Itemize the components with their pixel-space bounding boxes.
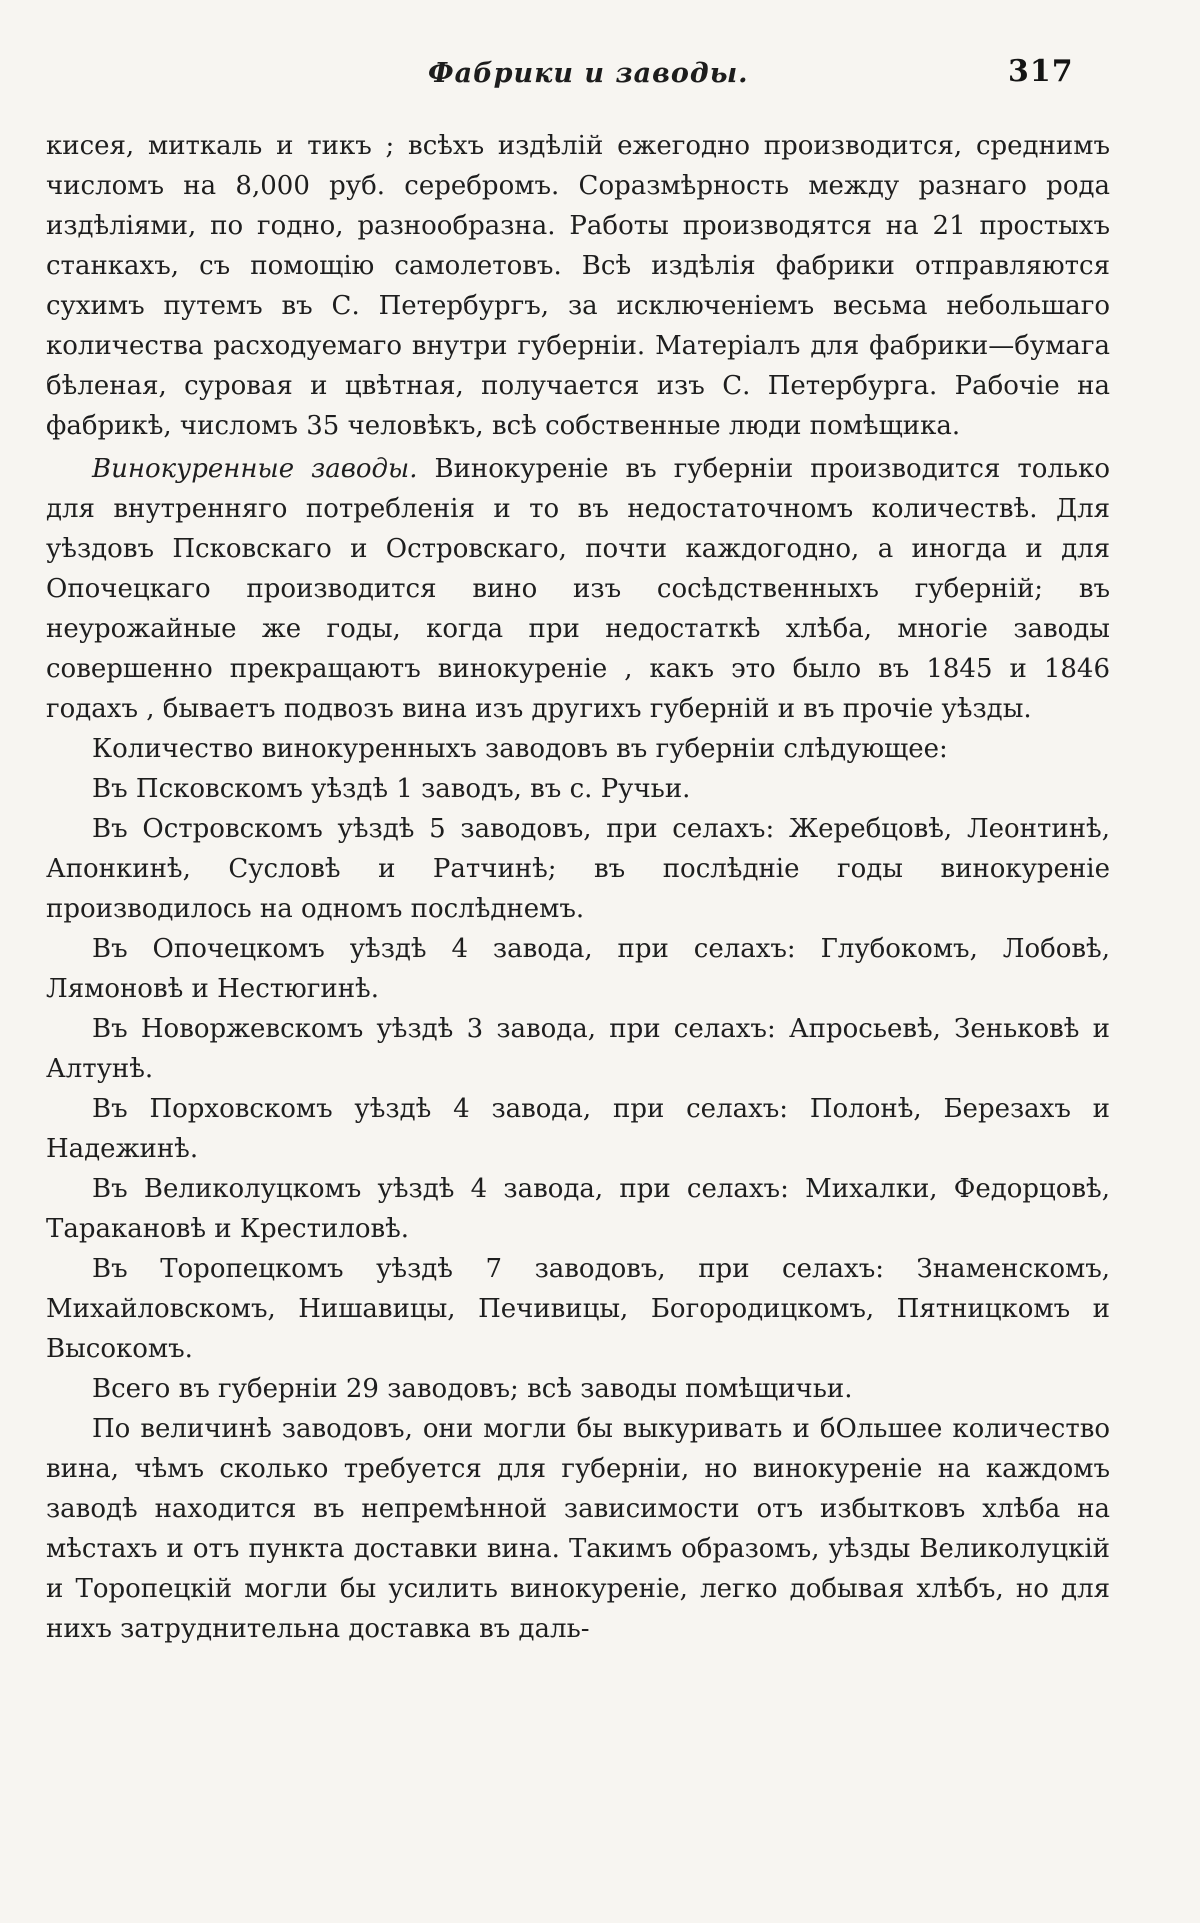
page-number: 317 [1008, 54, 1074, 89]
running-title: Фабрики и заводы. [428, 58, 749, 89]
running-head [0, 54, 1200, 98]
section-heading-distilleries: Винокуренные заводы. [92, 454, 418, 484]
paragraph-total: Всего въ губерніи 29 заводовъ; всѣ заводы помѣщичьи. [92, 1374, 853, 1404]
paragraph-opochka-uyezd: Въ Опочецкомъ уѣздѣ 4 завода, при селахъ: Глубокомъ, Лобовѣ, Лямоновѣ и Нестюгинѣ. [46, 934, 1110, 1004]
paragraph-fabric-continuation: кисея, миткаль и тикъ ; всѣхъ издѣлій ежегодно производится, среднимъ числомъ на 8,000 руб. серебромъ. Соразмѣрность между разнаго рода издѣліями, по годно, разнообразна. Работы производятся на 21 простыхъ станкахъ, съ помощію самолетовъ. Всѣ издѣлія фабрики отправляются сухимъ путемъ въ С. Петербургъ, за исключеніемъ весьма небольшаго количества расходуемаго внутри губерніи. Матеріалъ для фабрики—бумага бѣленая, суровая и цвѣтная, получается изъ С. Петербурга. Рабочіе на фабрикѣ, числомъ 35 человѣкъ, всѣ собственные люди помѣщика. [46, 131, 1110, 441]
paragraph-count: Количество винокуренныхъ заводовъ въ губерніи слѣдующее: [92, 734, 948, 764]
paragraph-toropets-uyezd: Въ Торопецкомъ уѣздѣ 7 заводовъ, при селахъ: Знаменскомъ, Михайловскомъ, Нишавицы, Печивицы, Богородицкомъ, Пятницкомъ и Высокомъ. [46, 1254, 1110, 1364]
paragraph-distilleries-intro [46, 449, 1110, 729]
paragraph-ostrov-uyezd: Въ Островскомъ уѣздѣ 5 заводовъ, при селахъ: Жеребцовѣ, Леонтинѣ, Апонкинѣ, Сусловѣ и Ратчинѣ; въ послѣдніе годы винокуреніе производилось на одномъ послѣднемъ. [46, 814, 1110, 924]
paragraph-capacity: По величинѣ заводовъ, они могли бы выкуривать и бОльшее количество вина, чѣмъ сколько требуется для губерніи, но винокуреніе на каждомъ заводѣ находится въ непремѣнной зависимости отъ избытковъ хлѣба на мѣстахъ и отъ пункта доставки вина. Такимъ образомъ, уѣзды Великолуцкій и Торопецкій могли бы усилить винокуреніе, легко добывая хлѣбъ, но для нихъ затруднительна доставка въ даль- [46, 1414, 1110, 1644]
paragraph-pskov-uyezd: Въ Псковскомъ уѣздѣ 1 заводъ, въ с. Ручьи. [92, 774, 691, 804]
paragraph-novorzhev-uyezd: Въ Новоржевскомъ уѣздѣ 3 завода, при селахъ: Апросьевѣ, Зеньковѣ и Алтунѣ. [46, 1014, 1110, 1084]
paragraph-text: Винокуреніе въ губерніи производится только для внутренняго потребленія и то въ недостаточномъ количествѣ. Для уѣздовъ Псковскаго и Островскаго, почти каждогодно, а иногда и для Опочецкаго производится вино изъ сосѣдственныхъ губерній; въ неурожайные же годы, когда при недостаткѣ хлѣба, многіе заводы совершенно прекращаютъ винокуреніе , какъ это было въ 1845 и 1846 годахъ , бываетъ подвозъ вина изъ другихъ губерній и въ прочіе уѣзды. [46, 454, 1110, 724]
paragraph-porkhov-uyezd: Въ Порховскомъ уѣздѣ 4 завода, при селахъ: Полонѣ, Березахъ и Надежинѣ. [46, 1094, 1110, 1164]
body-text [46, 126, 1110, 1649]
paragraph-velikiye-luki-uyezd: Въ Великолуцкомъ уѣздѣ 4 завода, при селахъ: Михалки, Федорцовѣ, Таракановѣ и Крестиловѣ. [46, 1174, 1110, 1244]
